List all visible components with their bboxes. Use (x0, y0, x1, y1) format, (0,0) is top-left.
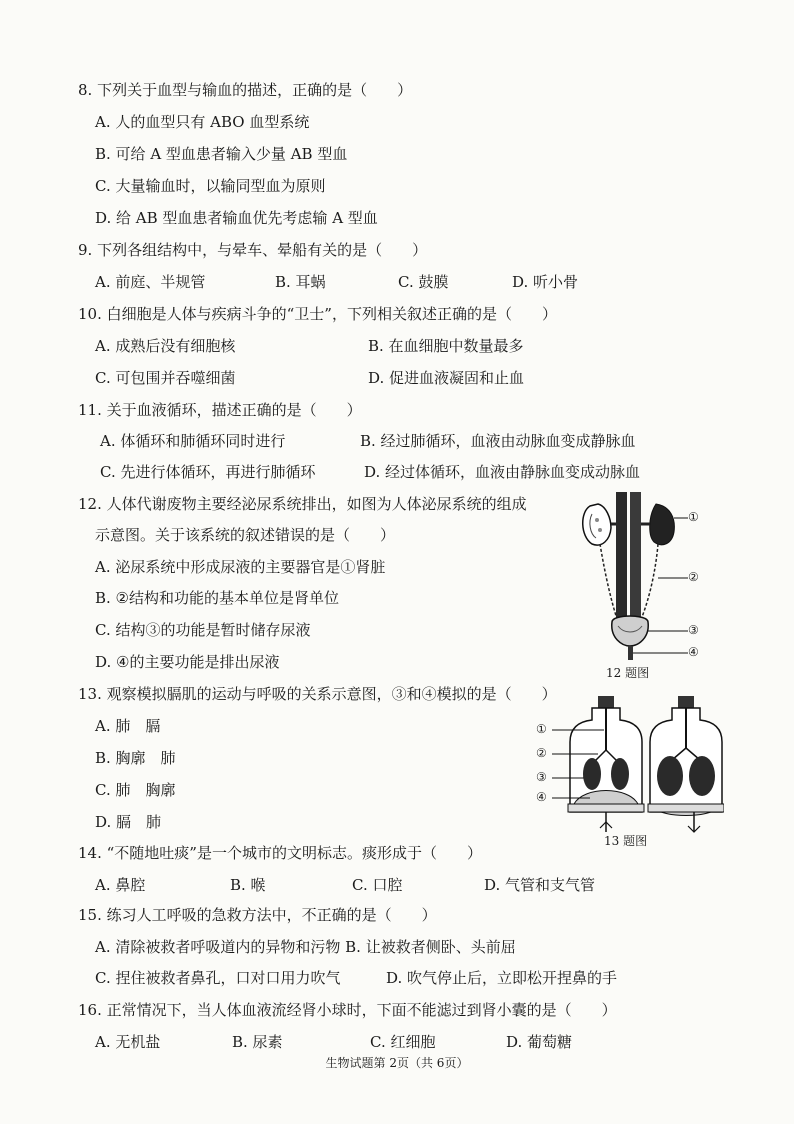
q13-label-2: ② (536, 746, 547, 760)
q12-option-c: C. 结构③的功能是暂时储存尿液 (95, 621, 311, 639)
q11-option-b: B. 经过肺循环，血液由动脉血变成静脉血 (360, 432, 636, 450)
q12-label-4: ④ (688, 645, 699, 659)
q12-stem-line1: 12. 人体代谢废物主要经泌尿系统排出，如图为人体泌尿系统的组成 (78, 495, 527, 513)
q12-label-1: ① (688, 510, 699, 524)
q13-figure-caption: 13 题图 (604, 834, 648, 848)
q14-option-a: A. 鼻腔 (95, 876, 146, 894)
q8-stem: 8. 下列关于血型与输血的描述，正确的是（ ） (78, 81, 413, 99)
q14-option-c: C. 口腔 (352, 876, 403, 894)
page-footer: 生物试题第 2页（共 6页） (325, 1056, 469, 1070)
q9-option-a: A. 前庭、半规管 (95, 273, 206, 291)
q10-option-c: C. 可包围并吞噬细菌 (95, 369, 236, 387)
q15-option-d: D. 吹气停止后，立即松开捏鼻的手 (386, 969, 618, 987)
q9-option-c: C. 鼓膜 (398, 273, 449, 291)
q14-option-b: B. 喉 (230, 876, 266, 894)
q11-stem: 11. 关于血液循环，描述正确的是（ ） (78, 401, 362, 419)
q16-option-d: D. 葡萄糖 (506, 1033, 573, 1051)
bell-jar-figure (534, 692, 724, 842)
q16-option-a: A. 无机盐 (95, 1033, 161, 1051)
q13-option-a: A. 肺 膈 (95, 717, 161, 735)
q12-option-a: A. 泌尿系统中形成尿液的主要器官是①肾脏 (95, 558, 386, 576)
q9-stem: 9. 下列各组结构中，与晕车、晕船有关的是（ ） (78, 241, 428, 259)
q14-stem: 14. “不随地吐痰”是一个城市的文明标志。痰形成于（ ） (78, 844, 482, 862)
q16-option-b: B. 尿素 (232, 1033, 283, 1051)
q15-option-ab: A. 清除被救者呼吸道内的异物和污物 B. 让被救者侧卧、头前屈 (95, 938, 516, 956)
q15-stem: 15. 练习人工呼吸的急救方法中，不正确的是（ ） (78, 906, 437, 924)
q14-option-d: D. 气管和支气管 (484, 876, 596, 894)
q13-stem: 13. 观察模拟膈肌的运动与呼吸的关系示意图，③和④模拟的是（ ） (78, 685, 557, 703)
q9-option-d: D. 听小骨 (512, 273, 579, 291)
bell-jar-diagram (534, 692, 724, 842)
q12-stem-line2: 示意图。关于该系统的叙述错误的是（ ） (95, 526, 396, 544)
q12-label-3: ③ (688, 623, 699, 637)
q12-figure-caption: 12 题图 (606, 666, 650, 680)
q13-option-c: C. 肺 胸廓 (95, 781, 176, 799)
q12-option-b: B. ②结构和功能的基本单位是肾单位 (95, 589, 340, 607)
q11-option-a: A. 体循环和肺循环同时进行 (100, 432, 286, 450)
q11-option-c: C. 先进行体循环，再进行肺循环 (100, 463, 316, 481)
urinary-system-figure (578, 488, 718, 678)
q12-option-d: D. ④的主要功能是排出尿液 (95, 653, 280, 671)
q8-option-b: B. 可给 A 型血患者输入少量 AB 型血 (95, 145, 348, 163)
q16-option-c: C. 红细胞 (370, 1033, 436, 1051)
q8-option-c: C. 大量输血时，以输同型血为原则 (95, 177, 326, 195)
q13-option-d: D. 膈 肺 (95, 813, 162, 831)
q8-option-a: A. 人的血型只有 ABO 血型系统 (95, 113, 310, 131)
q13-label-4: ④ (536, 790, 547, 804)
q10-option-a: A. 成熟后没有细胞核 (95, 337, 236, 355)
q16-stem: 16. 正常情况下，当人体血液流经肾小球时，下面不能滤过到肾小囊的是（ ） (78, 1001, 617, 1019)
q15-option-c: C. 捏住被救者鼻孔，口对口用力吹气 (95, 969, 341, 987)
q8-option-d: D. 给 AB 型血患者输血优先考虑输 A 型血 (95, 209, 378, 227)
q10-option-d: D. 促进血液凝固和止血 (368, 369, 525, 387)
q12-label-2: ② (688, 570, 699, 584)
q11-option-d: D. 经过体循环，血液由静脉血变成动脉血 (364, 463, 641, 481)
q9-option-b: B. 耳蜗 (275, 273, 326, 291)
q10-stem: 10. 白细胞是人体与疾病斗争的“卫士”，下列相关叙述正确的是（ ） (78, 305, 557, 323)
q13-label-3: ③ (536, 770, 547, 784)
q13-label-1: ① (536, 722, 547, 736)
q10-option-b: B. 在血细胞中数量最多 (368, 337, 524, 355)
q13-option-b: B. 胸廓 肺 (95, 749, 176, 767)
